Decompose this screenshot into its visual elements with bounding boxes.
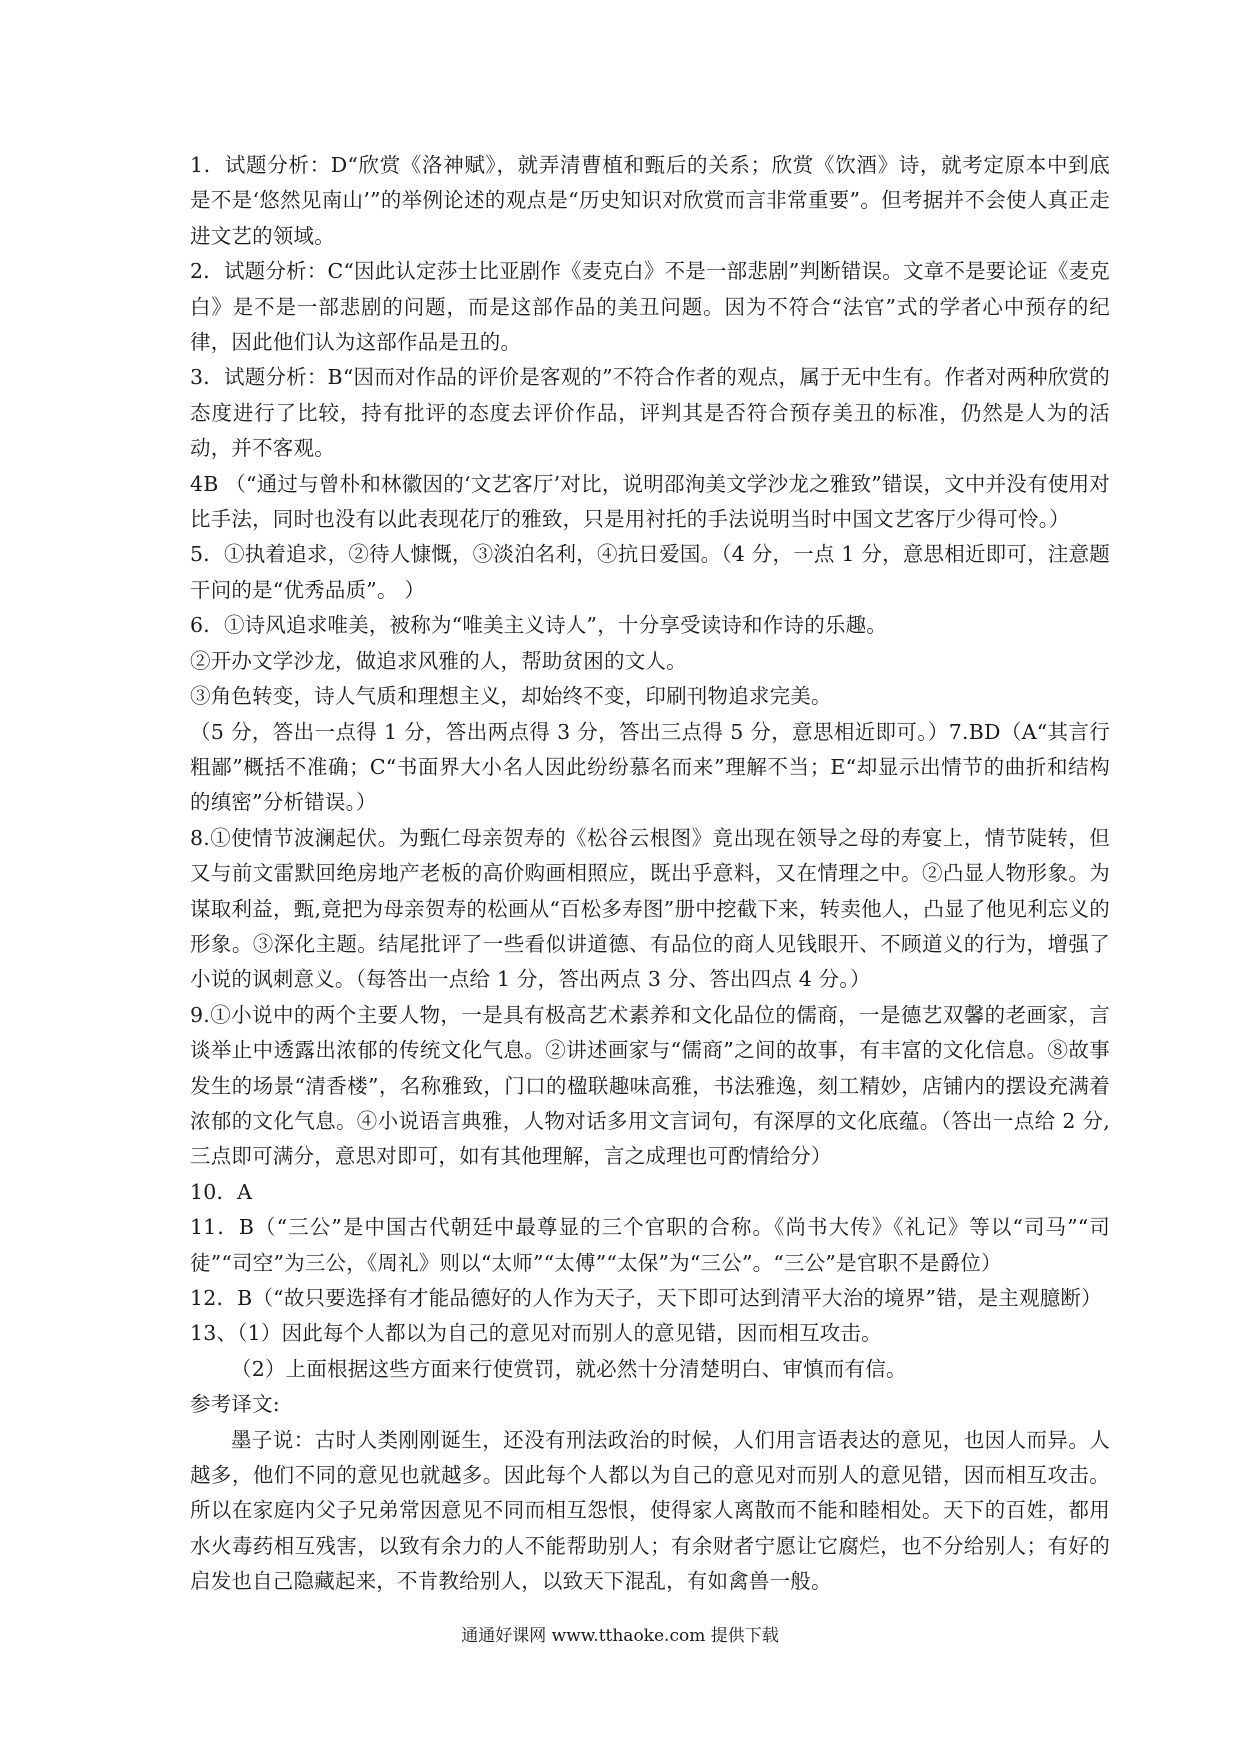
answer-q3: 3．试题分析：B“因而对作品的评价是客观的”不符合作者的观点，属于无中生有。作者对两种欣赏的态度进行了比较，持有批评的态度去评价作品，评判其是否符合预存美丑的标准，仍然是人为的活动，并不客观。 xyxy=(190,365,1110,461)
answer-q6-scoring-and-q7: （5 分，答出一点得 1 分，答出两点得 3 分，答出三点得 5 分，意思相近即可。）7.BD（A“其言行粗鄙”概括不准确；C“书面界大小名人因此纷纷慕名而来”理解不当；E“却显示出情节的曲折和结构的缜密”分析错误。） xyxy=(190,719,1110,815)
answer-q6-point-1: 6．①诗风追求唯美，被称为“唯美主义诗人”，十分享受读诗和作诗的乐趣。 xyxy=(190,613,888,638)
answer-q8: 8.①使情节波澜起伏。为甄仁母亲贺寿的《松谷云根图》竟出现在领导之母的寿宴上，情节陡转，但又与前文雷默回绝房地产老板的高价购画相照应，既出乎意料，又在情理之中。②凸显人物形象。为谋取利益，甄,竟把为母亲贺寿的松画从“百松多寿图”册中挖截下来，转卖他人，凸显了他见利忘义的形象。③深化主题。结尾批评了一些看似讲道德、有品位的商人见钱眼开、不顾道义的行为，增强了小说的讽刺意义。（每答出一点给 1 分，答出两点 3 分、答出四点 4 分。） xyxy=(190,825,1110,992)
answer-q13-part-2: （2）上面根据这些方面来行使赏罚，就必然十分清楚明白、审慎而有信。 xyxy=(231,1356,907,1381)
answer-q2: 2．试题分析：C“因此认定莎士比亚剧作《麦克白》不是一部悲剧”判断错误。文章不是要论证《麦克白》是不是一部悲剧的问题，而是这部作品的美丑问题。因为不符合“法官”式的学者心中预存的纪律，因此他们认为这部作品是丑的。 xyxy=(190,259,1110,355)
answer-q9: 9.①小说中的两个主要人物，一是具有极高艺术素养和文化品位的儒商，一是德艺双馨的老画家，言谈举止中透露出浓郁的传统文化气息。②讲述画家与“儒商”之间的故事，有丰富的文化信息。⑧故事发生的场景“清香楼”，名称雅致，门口的楹联趣味高雅，书法雅逸，刻工精妙，店铺内的摆设充满着浓郁的文化气息。④小说语言典雅，人物对话多用文言词句，有深厚的文化底蕴。（答出一点给 2 分,三点即可满分，意思对即可，如有其他理解，言之成理也可酌情给分） xyxy=(190,1002,1110,1169)
answer-q13-part-1: 13、（1）因此每个人都以为自己的意见对而别人的意见错，因而相互攻击。 xyxy=(190,1321,882,1346)
answer-q12: 12．B（“故只要选择有才能品德好的人作为天子，天下即可达到清平大治的境界”错，是主观臆断） xyxy=(190,1286,1102,1310)
answer-q1: 1．试题分析：D“欣赏《洛神赋》，就弄清曹植和甄后的关系；欣赏《饮酒》诗，就考定原本中到底是不是‘悠然见南山’”的举例论述的观点是“历史知识对欣赏而言非常重要”。但考据并不会使人真正走进文艺的领域。 xyxy=(190,153,1110,248)
reference-translation-title: 参考译文: xyxy=(190,1392,280,1417)
reference-translation-text: 墨子说：古时人类刚刚诞生，还没有刑法政治的时候，人们用言语表达的意见，也因人而异。人越多，他们不同的意见也就越多。因此每个人都以为自己的意见对而别人的意见错，因而相互攻击。所以在家庭内父子兄弟常因意见不同而相互怨恨，使得家人离散而不能和睦相处。天下的百姓，都用水火毒药相互残害，以致有余力的人不能帮助别人；有余财者宁愿让它腐烂，也不分给别人；有好的启发也自己隐藏起来，不肯教给别人，以致天下混乱，有如禽兽一般。 xyxy=(190,1427,1110,1594)
page-footer: 通通好课网 www.tthaoke.com 提供下载 xyxy=(461,1626,779,1646)
answer-q11: 11．B（“三公”是中国古代朝廷中最尊显的三个官职的合称。《尚书大传》《礼记》等以“司马”“司徒”“司空”为三公，《周礼》则以“太师”“太傅”“太保”为“三公”。“三公”是官职不是爵位） xyxy=(190,1215,1110,1275)
answer-q6-point-2: ②开办文学沙龙，做追求风雅的人，帮助贫困的文人。 xyxy=(190,648,687,673)
answer-q5: 5．①执着追求，②待人慷慨，③淡泊名利，④抗日爱国。（4 分，一点 1 分，意思相近即可，注意题干问的是“优秀品质”。 ） xyxy=(190,542,1110,602)
answer-q6-point-3: ③角色转变，诗人气质和理想主义，却始终不变，印刷刊物追求完美。 xyxy=(190,684,832,709)
answer-q4: 4B （“通过与曾朴和林徽因的‘文艺客厅’对比，说明邵洵美文学沙龙之雅致”错误，文中并没有使用对比手法，同时也没有以此表现花厅的雅致，只是用衬托的手法说明当时中国文艺客厅少得可怜。） xyxy=(190,471,1110,532)
answer-content xyxy=(190,148,1110,1600)
answer-q10: 10．A xyxy=(190,1179,253,1204)
